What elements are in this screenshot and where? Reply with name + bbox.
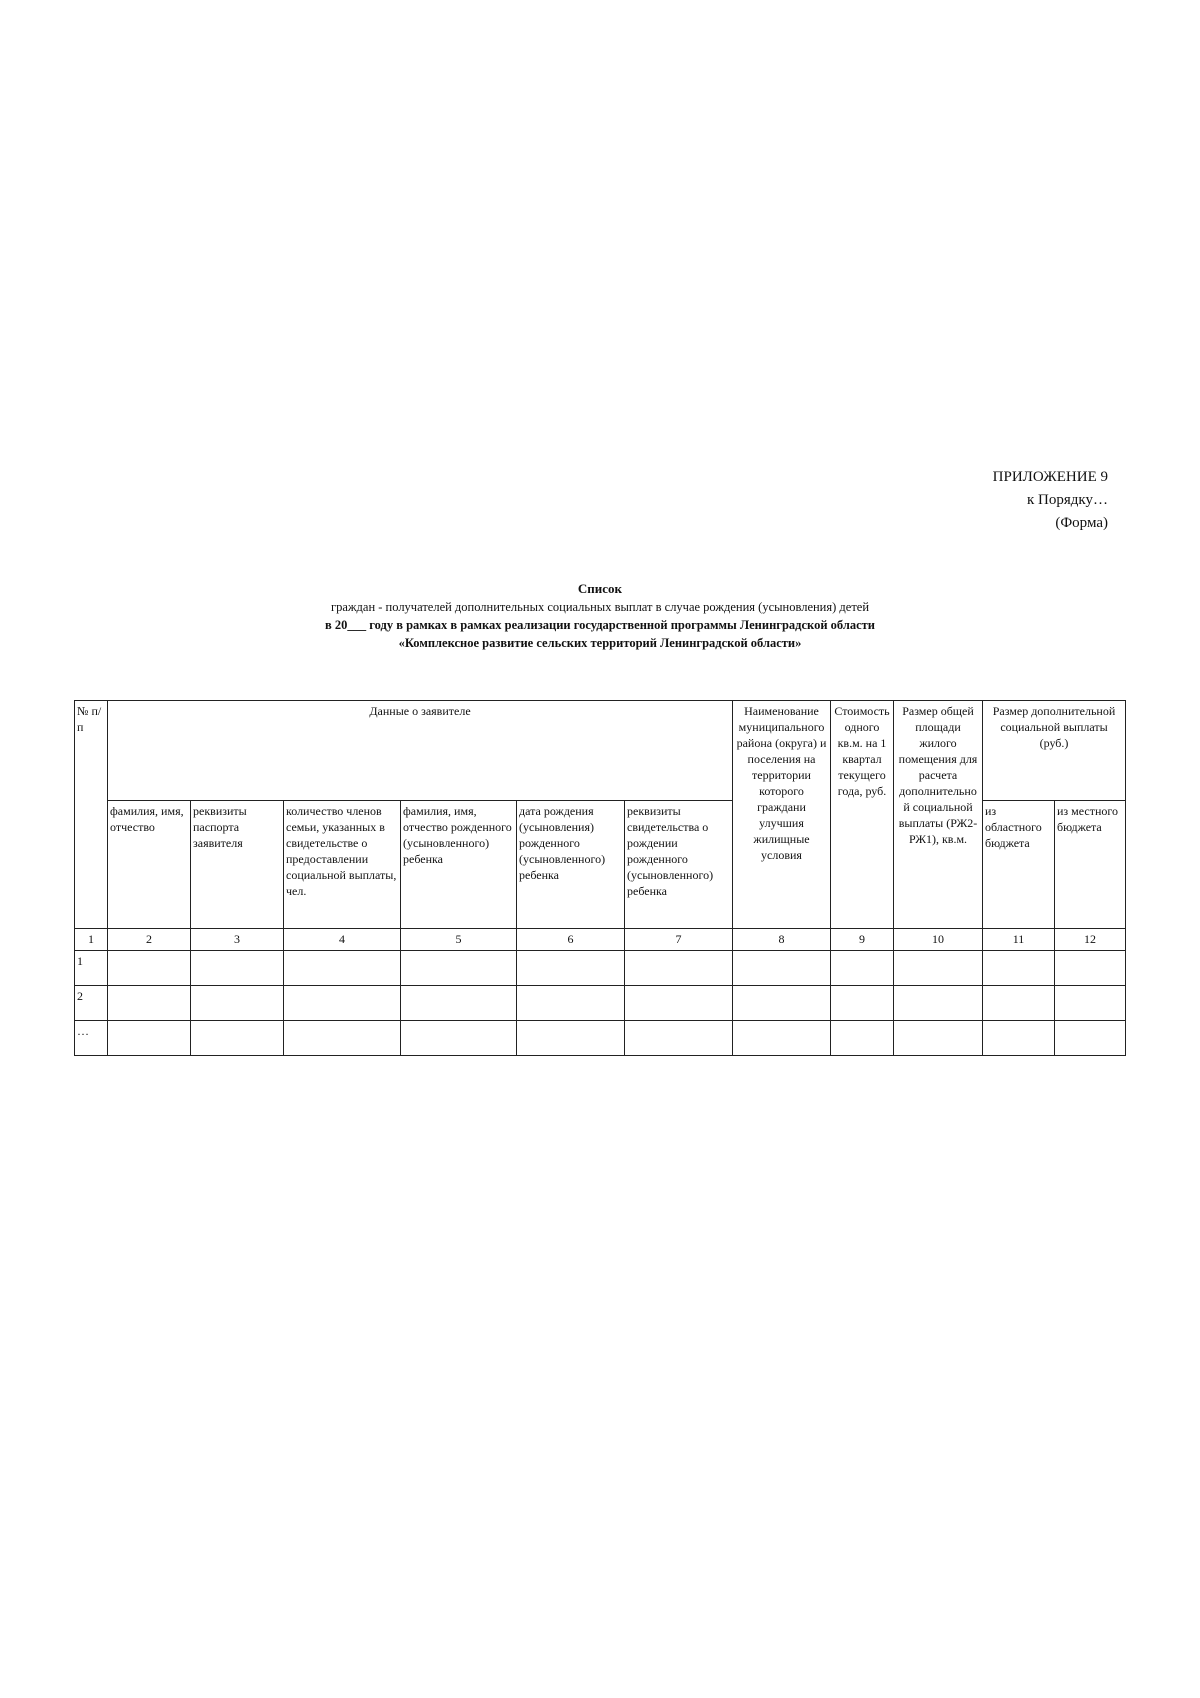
header-cost: Стоимость одного кв.м. на 1 квартал текущего года, руб.	[831, 701, 894, 929]
subheader-regional-budget: из областного бюджета	[983, 801, 1055, 929]
table-cell	[894, 951, 983, 986]
table-cell	[191, 951, 284, 986]
column-number: 3	[191, 929, 284, 951]
row-number: 2	[75, 986, 108, 1021]
table-cell	[284, 986, 401, 1021]
table-cell	[983, 1021, 1055, 1056]
table-cell	[284, 951, 401, 986]
table-cell	[517, 986, 625, 1021]
title-main: Список	[577, 581, 623, 596]
subheader-child-fio: фамилия, имя, отчество рожденного (усыновленного) ребенка	[401, 801, 517, 929]
table-row	[75, 986, 1126, 1021]
column-number: 1	[75, 929, 108, 951]
row-number: …	[75, 1021, 108, 1056]
table-cell	[625, 1021, 733, 1056]
header-municipality: Наименование муниципального района (округа) и поселения на территории которого граждани улучшия жилищные условия	[733, 701, 831, 929]
table-cell	[733, 951, 831, 986]
subheader-passport: реквизиты паспорта заявителя	[191, 801, 284, 929]
header-num: № п/п	[75, 701, 108, 929]
column-number: 8	[733, 929, 831, 951]
table-cell	[1055, 1021, 1126, 1056]
row-number: 1	[75, 951, 108, 986]
subheader-certificate: реквизиты свидетельства о рождении рожденного (усыновленного) ребенка	[625, 801, 733, 929]
table-cell	[401, 1021, 517, 1056]
header-applicant-data: Данные о заявителе	[108, 701, 733, 801]
table-cell	[831, 986, 894, 1021]
table-cell	[1055, 986, 1126, 1021]
column-number: 4	[284, 929, 401, 951]
title-line-3: «Комплексное развитие сельских территорий Ленинградской области»	[398, 636, 802, 650]
title-line-2: в 20___ году в рамках в рамках реализации государственной программы Ленинградской области	[325, 618, 875, 632]
table-cell	[983, 986, 1055, 1021]
table-cell	[108, 1021, 191, 1056]
table-cell	[191, 1021, 284, 1056]
table-row	[75, 1021, 1126, 1056]
table-cell	[733, 986, 831, 1021]
subheader-birth-date: дата рождения (усыновления) рожденного (усыновленного) ребенка	[517, 801, 625, 929]
recipients-table	[74, 700, 1126, 1056]
appendix-form-label: (Форма)	[1055, 515, 1108, 531]
column-number: 7	[625, 929, 733, 951]
table-cell	[894, 986, 983, 1021]
table-cell	[401, 951, 517, 986]
table-cell	[894, 1021, 983, 1056]
appendix-number: ПРИЛОЖЕНИЕ 9	[992, 469, 1108, 485]
column-number: 11	[983, 929, 1055, 951]
table-cell	[831, 1021, 894, 1056]
column-number: 2	[108, 929, 191, 951]
table-cell	[517, 1021, 625, 1056]
table-cell	[831, 951, 894, 986]
table-cell	[1055, 951, 1126, 986]
column-number: 9	[831, 929, 894, 951]
column-number-row	[75, 929, 1126, 951]
subheader-fio: фамилия, имя, отчество	[108, 801, 191, 929]
table-cell	[108, 986, 191, 1021]
table-cell	[983, 951, 1055, 986]
table-cell	[401, 986, 517, 1021]
table-row	[75, 951, 1126, 986]
table-cell	[625, 951, 733, 986]
table-cell	[191, 986, 284, 1021]
header-area: Размер общей площади жилого помещения для расчета дополнительной социальной выплаты (РЖ2-РЖ1), кв.м.	[894, 701, 983, 929]
table-cell	[517, 951, 625, 986]
table-cell	[625, 986, 733, 1021]
header-row	[75, 701, 1126, 801]
subheader-local-budget: из местного бюджета	[1055, 801, 1126, 929]
header-payment: Размер дополнительной социальной выплаты (руб.)	[983, 701, 1126, 801]
subheader-family-count: количество членов семьи, указанных в свидетельстве о предоставлении социальной выплаты, чел.	[284, 801, 401, 929]
table-cell	[284, 1021, 401, 1056]
document-title	[0, 580, 1200, 652]
table-cell	[733, 1021, 831, 1056]
column-number: 10	[894, 929, 983, 951]
appendix-reference: к Порядку…	[1027, 492, 1108, 508]
column-number: 6	[517, 929, 625, 951]
column-number: 12	[1055, 929, 1126, 951]
column-number: 5	[401, 929, 517, 951]
title-line-1: граждан - получателей дополнительных социальных выплат в случае рождения (усыновления) детей	[330, 600, 870, 614]
appendix-header	[993, 466, 1108, 535]
table-cell	[108, 951, 191, 986]
